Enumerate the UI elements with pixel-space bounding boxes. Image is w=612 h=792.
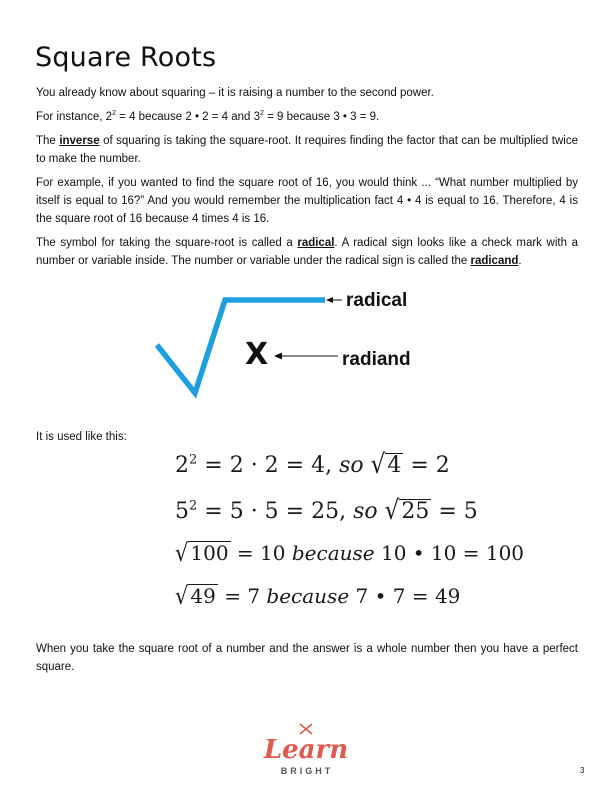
equation-4 [175,584,460,608]
eq-term: = 10 [230,541,292,565]
label-radical: radical [346,290,408,311]
paragraph-example-16 [36,174,578,228]
text-segment: . A radical sign looks like a check mark with a number or variable inside. The number or variable under the radical sign is called the [36,237,578,267]
eq-exponent: 2 [189,452,198,468]
learn-bright-logo [250,722,362,784]
term-radicand: radicand [470,255,519,267]
eq-term: 2 [175,453,189,478]
page-title: Square Roots [35,42,217,73]
eq-word: so [353,499,378,524]
eq-term: = 7 [217,584,267,608]
eq-radical: √ 100 [175,539,229,567]
paragraph-radical [36,234,578,270]
eq-term: 7 • 7 = 49 [349,584,461,608]
text-segment: = 4 because 2 • 2 = 4 and 3 [115,111,261,123]
eq-term: = 5 [431,499,478,524]
eq-term: = 2 [403,453,450,478]
exponent: 2 [112,110,116,118]
text-segment: of squaring is taking the square-root. It requires finding the factor that can be multiplied twice to make the number. [36,135,578,165]
eq-word: because [291,541,375,565]
term-radical: radical [297,237,335,249]
arrow-to-radicand-head [274,353,282,360]
paragraph-usage [36,428,578,446]
paragraph-example-squares [36,108,578,126]
equation-1 [175,452,450,478]
eq-radicand: 100 [190,541,229,565]
page-number: 3 [580,766,585,775]
radical-sign-shape [157,300,325,393]
text-segment: The symbol for taking the square-root is called a [36,237,298,249]
exponent: 2 [260,110,264,118]
logo-bright-text: BRIGHT [280,766,334,776]
paragraph-perfect-square-text: When you take the square root of a number and the answer is a whole number then you have a perfect square. [36,643,578,673]
paragraph-intro-text: You already know about squaring – it is raising a number to the second power. [36,87,434,99]
radicand-variable: X [245,337,269,372]
label-radicand: radiand [342,349,411,370]
eq-word: because [266,584,350,608]
eq-term: = 2 · 2 = 4, [197,453,340,478]
eq-radical: √4 [370,450,402,480]
eq-radical: √25 [384,496,430,526]
text-segment: = 9 because 3 • 3 = 9. [263,111,380,123]
text-segment: The [36,135,60,147]
paragraph-example-16-text: For example, if you wanted to find the square root of 16, you would think ... “What number multiplied by itself is equal to 16?” And you would remember the multiplication fact 4 • 4 is equal to 16. Therefore, 4 is the square root of 16 because 4 times 4 is 16. [36,177,578,225]
paragraph-usage-text: It is used like this: [36,431,127,443]
logo-learn-text: Learn [263,735,349,765]
paragraph-perfect-square [36,640,578,676]
equation-3 [175,541,524,565]
arrow-to-radical-head [326,297,333,303]
equation-2 [175,498,478,524]
eq-word: so [339,453,364,478]
eq-radical: √ 49 [175,582,216,610]
paragraph-inverse [36,132,578,168]
eq-term: = 5 · 5 = 25, [197,499,354,524]
eq-term: 10 • 10 = 100 [374,541,525,565]
eq-term: 5 [175,499,189,524]
eq-radicand: 25 [401,499,430,524]
crossed-pencils-icon [300,724,312,734]
text-segment: For instance, 2 [36,111,113,123]
term-inverse: inverse [59,135,100,147]
eq-radicand: 4 [387,453,402,478]
eq-radicand: 49 [190,584,216,608]
paragraph-intro [36,84,578,102]
eq-exponent: 2 [189,498,198,514]
text-segment: . [518,255,522,267]
